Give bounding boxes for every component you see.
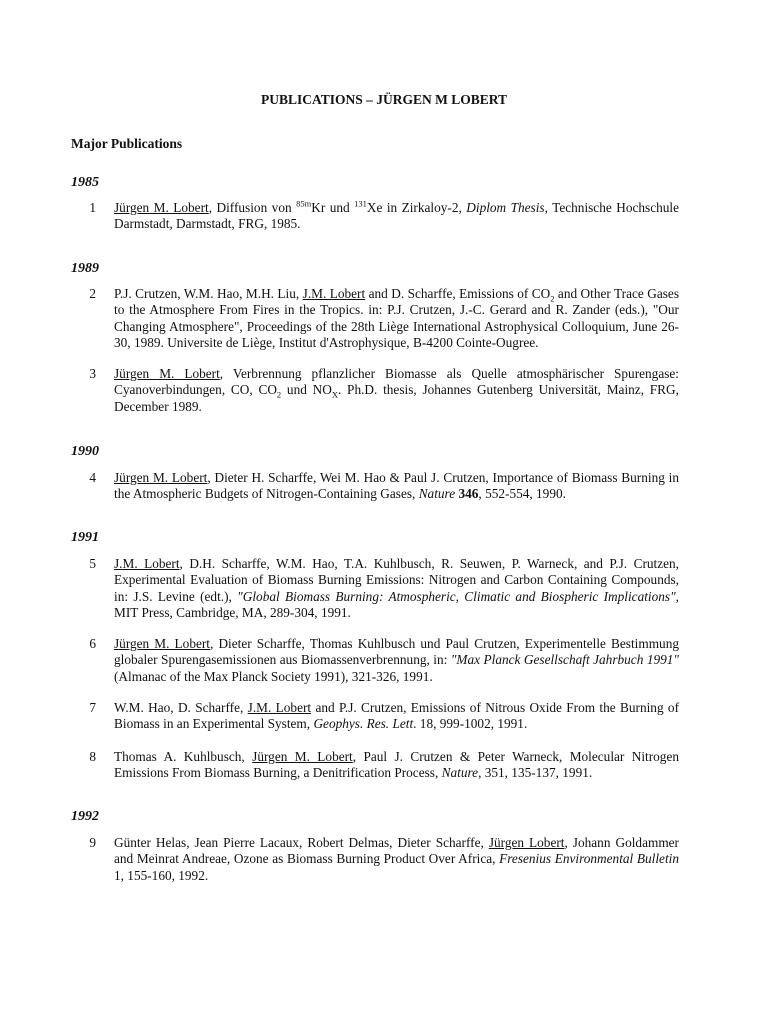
author-name: Jürgen M. Lobert [114, 470, 208, 485]
section-heading: Major Publications [71, 136, 183, 151]
publication-entry-3 [86, 366, 679, 415]
entry-number: 2 [89, 286, 96, 301]
publication-entry-6 [86, 636, 679, 685]
author-name: J.M. Lobert [247, 700, 312, 715]
author-name: J.M. Lobert [302, 286, 366, 301]
entry-text: Günter Helas, Jean Pierre Lacaux, Robert Delmas, Dieter Scharffe, Jürgen Lobert, Johann Goldammer and Meinrat Andreae, Ozone as Biomass Burning Product Over Africa, Fresenius Environmental Bulletin 1, 155-160, 1992. [114, 835, 679, 883]
entry-text: J.M. Lobert, D.H. Scharffe, W.M. Hao, T.A. Kuhlbusch, R. Seuwen, P. Warneck, and P.J. Crutzen, Experimental Evaluation of Biomass Burning Emissions: Nitrogen and Carbon Containing Compounds, in: J.S. Levine (edt.), "Global Biomass Burning: Atmospheric, Climatic and Biospheric Implications", MIT Press, Cambridge, MA, 289-304, 1991. [114, 556, 679, 621]
year-heading-1991: 1991 [71, 530, 99, 545]
year-heading-1989: 1989 [71, 261, 99, 276]
book-title: "Global Biomass Burning: Atmospheric, Climatic and Biospheric Implications" [237, 588, 676, 604]
entry-text: Jürgen M. Lobert, Dieter Scharffe, Thomas Kuhlbusch und Paul Crutzen, Experimentelle Bestimmung globaler Spurengasemissionen aus Biomassenverbrennung, in: "Max Planck Gesellschaft Jahrbuch 1991" (Almanac of the Max Planck Society 1991), 321-326, 1991. [114, 636, 680, 684]
publication-entry-7 [86, 700, 679, 733]
author-name: J.M. Lobert [114, 556, 180, 571]
publication-entry-1 [86, 200, 679, 233]
entry-text: W.M. Hao, D. Scharffe, J.M. Lobert and P.J. Crutzen, Emissions of Nitrous Oxide From the Burning of Biomass in an Experimental System, Geophys. Res. Lett. 18, 999-1002, 1991. [114, 700, 679, 732]
year-heading-1985: 1985 [71, 175, 99, 190]
publication-entry-9 [86, 835, 679, 884]
publication-entry-5 [86, 556, 679, 622]
entry-text: Thomas A. Kuhlbusch, Jürgen M. Lobert, Paul J. Crutzen & Peter Warneck, Molecular Nitrogen Emissions From Biomass Burning, a Denitrification Process, Nature, 351, 135-137, 1991. [114, 749, 679, 781]
entry-number: 4 [89, 470, 96, 485]
entry-number: 8 [89, 749, 96, 764]
publication-entry-2 [86, 286, 679, 352]
page-title: PUBLICATIONS – JÜRGEN M LOBERT [260, 92, 508, 107]
year-heading-1990: 1990 [71, 444, 99, 459]
year-heading-1992: 1992 [71, 809, 99, 824]
entry-text: Jürgen M. Lobert, Verbrennung pflanzlicher Biomasse als Quelle atmosphärischer Spurengase: Cyanoverbindungen, CO, $CO_2$ und $NO_X$. Ph.D. thesis, Johannes Gutenberg Universität, Mainz, FRG, December 1989. [114, 366, 679, 414]
entry-text: P.J. Crutzen, W.M. Hao, M.H. Liu, J.M. Lobert and D. Scharffe, Emissions of $CO_2$ and Other Trace Gases to the Atmosphere From Fires in the Tropics. in: P.J. Crutzen, J.-C. Gerard and R. Zander (eds.), "Our Changing Atmosphere", Proceedings of the 28th Liège International Astrophysical Colloquium, June 26-30, 1989. Universite de Liège, Institut d'Astrophysique, B-4200 Cointe-Ougree. [114, 286, 680, 351]
journal-volume: 346 [458, 486, 479, 502]
author-name: Jürgen M. Lobert [114, 366, 220, 381]
publication-entry-4 [86, 470, 679, 503]
entry-text: Jürgen M. Lobert, Diffusion von $^{85m}$Kr und $^{131}$Xe in Zirkaloy-2, Diplom Thesis, Technische Hochschule Darmstadt, Darmstadt, FRG, 1985. [114, 198, 679, 232]
entry-number: 5 [89, 556, 96, 571]
journal-name: Geophys. Res. Lett [313, 716, 414, 732]
journal-name: Fresenius Environmental Bulletin [499, 851, 679, 867]
entry-number: 1 [89, 200, 96, 215]
entry-number: 7 [89, 700, 96, 715]
author-name: Jürgen M. Lobert [114, 200, 209, 215]
journal-name: Nature [441, 765, 479, 781]
author-name: Jürgen M. Lobert [114, 636, 211, 651]
entry-number: 9 [89, 835, 96, 850]
book-title: "Max Planck Gesellschaft Jahrbuch 1991" [450, 652, 679, 668]
author-name: Jürgen M. Lobert [252, 749, 353, 764]
entry-text: Jürgen M. Lobert, Dieter H. Scharffe, Wei M. Hao & Paul J. Crutzen, Importance of Biomass Burning in the Atmospheric Budgets of Nitrogen-Containing Gases, Nature 346, 552-554, 1990. [114, 470, 679, 502]
journal-name: Nature [418, 486, 456, 502]
entry-number: 6 [89, 636, 96, 651]
thesis-type: Diplom Thesis [466, 200, 545, 215]
entry-number: 3 [89, 366, 96, 381]
author-name: Jürgen Lobert [488, 835, 565, 850]
publication-entry-8 [86, 749, 679, 782]
